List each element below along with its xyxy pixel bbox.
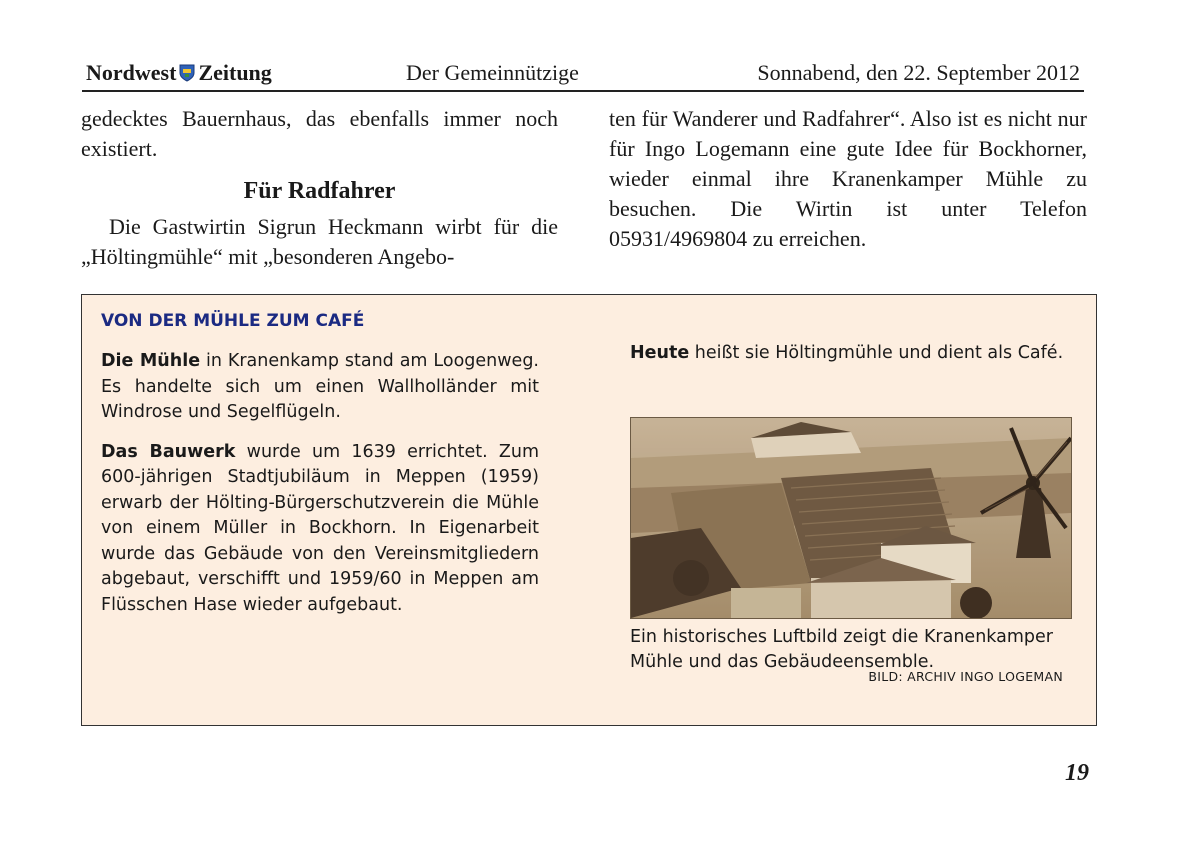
newspaper-name-part1: Nordwest [86,60,177,85]
photo-credit: BILD: ARCHIV INGO LOGEMAN [868,669,1063,684]
info-paragraph-text: heißt sie Höltingmühle und dient als Café. [689,343,1064,363]
info-box-text-left [101,349,539,632]
info-box [81,294,1097,726]
article-subheading: Für Radfahrer [243,178,396,204]
historic-aerial-photo [630,417,1072,619]
info-box-text-right [630,341,1076,367]
page-header [82,58,1084,92]
info-paragraph [101,349,539,426]
photo-caption: Ein historisches Luftbild zeigt die Kranenkamper Mühle und das Gebäudeensemble. [630,627,1053,672]
page-number: 19 [1065,760,1089,786]
newspaper-name [86,60,272,88]
article-column-left [81,104,558,272]
info-paragraph [101,440,539,619]
issue-date: Sonnabend, den 22. September 2012 [757,60,1080,85]
article-column-right [609,104,1087,254]
info-paragraph-lead: Das Bauwerk [101,441,236,462]
article-paragraph: gedecktes Bauernhaus, das ebenfalls immer noch existiert. [81,106,558,161]
crest-icon [179,62,195,88]
section-title: Der Gemeinnützige [406,60,579,85]
info-paragraph-text: in Kranenkamp stand am Loogenweg. Es handelte sich um einen Wallholländer mit Windrose und Segelflügeln. [101,351,539,422]
info-paragraph-text: wurde um 1639 errichtet. Zum 600-jährigen Stadtjubiläum in Meppen (1959) erwarb der Hölting-Bürgerschutzverein die Mühle von einem Müller in Bockhorn. In Eigenarbeit wurde das Gebäude von den Vereinsmitgliedern abgebaut, verschifft und 1959/60 in Meppen am Flüsschen Hase wieder aufgebaut. [101,441,539,615]
info-box-title: VON DER MÜHLE ZUM CAFÉ [101,311,365,331]
info-paragraph-lead: Die Mühle [101,351,201,371]
article-paragraph: Die Gastwirtin Sigrun Heckmann wirbt für die „Höltingmühle“ mit „besonderen Angebo- [81,214,558,269]
info-paragraph-lead: Heute [630,343,690,363]
article-paragraph: ten für Wanderer und Radfahrer“. Also ist es nicht nur für Ingo Logemann eine gute Idee für Bockhorner, wieder einmal ihre Kranenkamper Mühle zu besuchen. Die Wirtin ist unter Telefon 05931/4969804 zu erreichen. [609,106,1087,251]
info-paragraph [630,341,1076,367]
newspaper-name-part2: Zeitung [198,60,272,85]
